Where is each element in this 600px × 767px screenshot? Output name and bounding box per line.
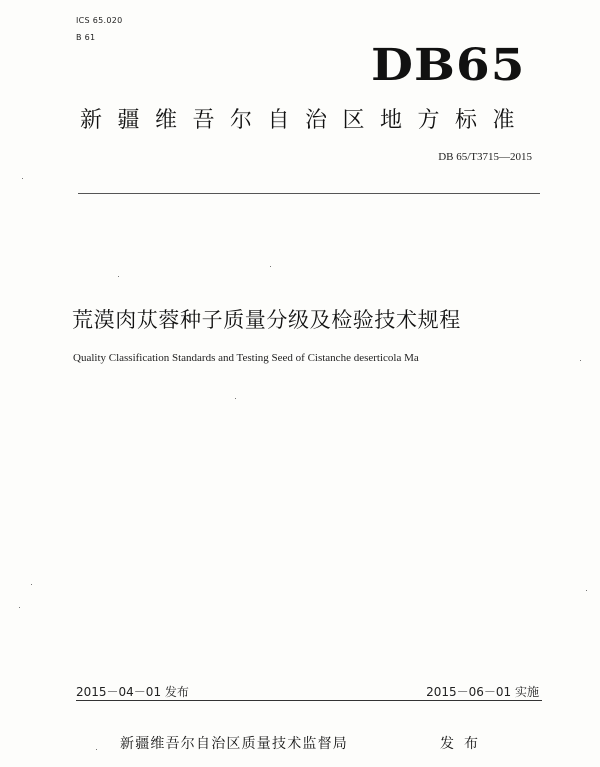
issuing-authority: 新疆维吾尔自治区质量技术监督局 [120,736,348,752]
scan-speck [586,590,587,591]
scan-speck [19,607,20,608]
ccs-code: B 61 [76,33,96,42]
scan-speck [31,584,32,585]
standard-mark-logo: DB65 [371,40,526,91]
scan-speck [96,749,97,750]
document-title-english: Quality Classification Standards and Testing Seed of Cistanche deserticola Ma [73,352,419,364]
implementation-date: 2015－06－01 实施 [426,685,539,699]
issue-label: 发布 [440,736,488,752]
standard-type-heading: 新疆维吾尔自治区地方标准 [80,108,531,133]
scan-speck [580,360,581,361]
scan-speck [235,398,236,399]
ics-code: ICS 65.020 [76,16,123,25]
standard-number: DB 65/T3715—2015 [438,151,532,163]
scan-speck [270,266,271,267]
issue-date: 2015－04－01 发布 [76,685,189,699]
header-divider [78,193,540,194]
footer-divider [76,700,542,701]
scan-speck [118,276,119,277]
document-title-chinese: 荒漠肉苁蓉种子质量分级及检验技术规程 [72,308,461,332]
scan-speck [22,178,23,179]
